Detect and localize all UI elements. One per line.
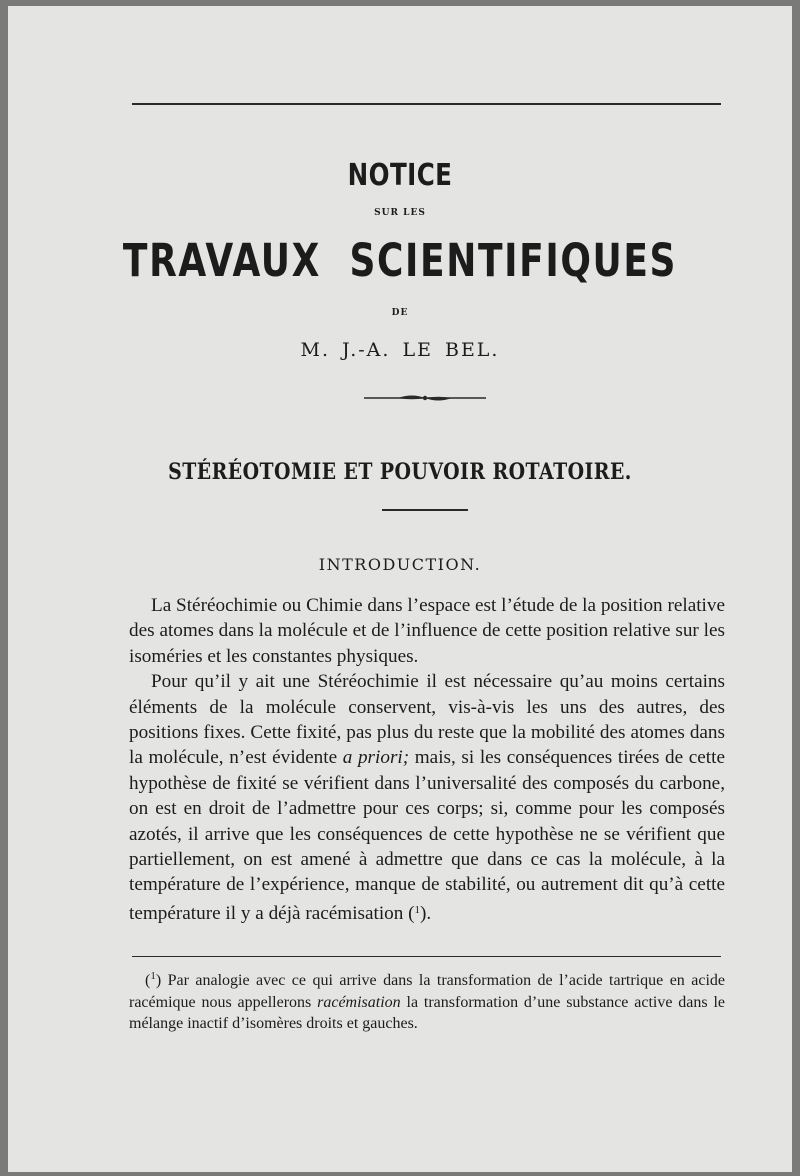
footnote-rule — [132, 956, 721, 957]
paragraph-2 — [129, 669, 725, 926]
de-label: DE — [391, 308, 409, 318]
main-title: TRAVAUX SCIENTIFIQUES — [122, 234, 678, 287]
footnote-text-a: ) Par analogie avec ce qui arrive dans la transformation de l’acide tartrique en acide racémique nous appellerons — [129, 972, 725, 1011]
notice-title: NOTICE — [347, 158, 453, 193]
racemisation-emphasis: racémisation — [317, 993, 401, 1011]
section-rule — [382, 509, 468, 511]
footnote — [129, 966, 725, 1035]
body-text — [129, 593, 725, 926]
paragraph-2-text-a: Pour qu’il y ait une Stéréochimie il est nécessaire qu’au moins certains éléments de la molécule conservent, vis-à-vis les uns des autres, des positions fixes. Cette fixité, pas plus du reste que la mobilité des atomes dans la molécule, n’est évidente — [129, 671, 725, 769]
footnote-text-b: la transformation d’une substance active dans le mélange inactif d’isomères droits et gauches. — [129, 993, 725, 1032]
ornament-divider — [364, 391, 486, 405]
document-page — [8, 6, 792, 1172]
footnote-text: ($^1$) Par analogie avec ce qui arrive dans la transformation de l’acide tartrique en acide racémique nous appellerons racémisation la transformation d’une substance active dans le mélange inactif d’isomères droits et gauches. — [129, 970, 725, 1032]
sur-les-label: SUR LES — [374, 208, 426, 218]
introduction-heading: INTRODUCTION. — [318, 555, 482, 574]
section-title: STÉRÉOTOMIE ET POUVOIR ROTATOIRE. — [168, 459, 632, 485]
paragraph-2-text-b: mais, si les conséquences tirées de cette hypothèse de fixité se vérifient dans l’universalité des composés du carbone, on est en droit de l’admettre pour ces corps; si, comme pour les composés azotés, il arrive que les conséquences de cette hypothèse ne se vérifient que partiellement, on est amené à admettre que dans ce cas la molécule, à la température de l’expérience, manque de stabilité, ou autrement dit qu’à cette température il y a déjà racémisation ( — [129, 747, 725, 924]
author-name: M. J.-A. LE BEL. — [300, 339, 500, 361]
paragraph-1: La Stéréochimie ou Chimie dans l’espace est l’étude de la position relative des atomes dans la molécule et de l’influence de cette position relative sur les isoméries et les constantes physiques. — [129, 595, 725, 667]
top-rule — [132, 103, 721, 105]
footnote-marker: 1 — [150, 970, 156, 982]
paragraph-2-text-c: ). — [420, 902, 432, 924]
footnote-reference: 1 — [414, 903, 421, 916]
a-priori-emphasis: a priori; — [342, 747, 410, 769]
